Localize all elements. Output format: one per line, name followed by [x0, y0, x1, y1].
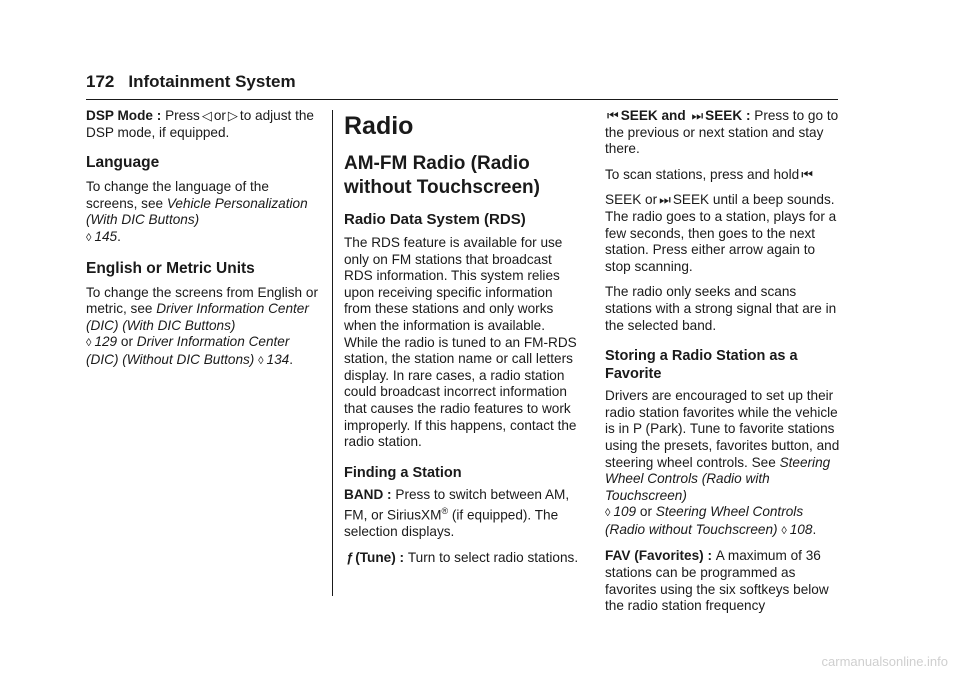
column-1 [86, 108, 320, 379]
page-ref-icon: ◊ [605, 507, 611, 520]
header-rule [86, 99, 838, 100]
rds-heading: Radio Data System (RDS) [344, 211, 526, 228]
watermark: carmanualsonline.info [821, 654, 948, 669]
ref-page[interactable]: 134 [266, 351, 290, 367]
seek-forward-icon: ⏭ [659, 192, 671, 208]
ref-steering-touch[interactable]: Steering Wheel Controls (Radio with Touchscreen) [605, 454, 831, 503]
tune-knob-icon: ƒ [346, 550, 354, 566]
dsp-mode-paragraph: DSP Mode : Press ◁ or ▷ to adjust the DSP mode, if equipped. [86, 108, 314, 140]
page-ref-icon: ◊ [781, 524, 787, 537]
dsp-mode-term: DSP Mode [86, 108, 153, 123]
ref-steering-notouch[interactable]: Steering Wheel Controls (Radio without Touchscreen) [605, 504, 804, 537]
page-ref-icon: ◊ [258, 354, 264, 367]
amfm-heading: AM-FM Radio (Radio without Touchscreen) [344, 153, 540, 198]
ref-dic-without-buttons[interactable]: Driver Information Center (DIC) (Without DIC Buttons) [86, 334, 290, 367]
tune-right-icon: ▷ [227, 108, 238, 123]
fav-term: FAV (Favorites) [605, 548, 704, 564]
language-paragraph: To change the language of the screens, see Vehicle Personalization (With DIC Buttons) ◊ 145. [86, 179, 308, 244]
seek-paragraph: ⏮ SEEK and ⏭ SEEK : Press to go to the previous or next station and stay there. [605, 108, 839, 157]
ref-vehicle-personalization[interactable]: Vehicle Personalization (With DIC Buttons) [86, 195, 308, 228]
tune-left-icon: ◁ [201, 108, 212, 123]
ref-page[interactable]: 108 [789, 521, 813, 537]
column-3 [605, 108, 841, 624]
band-paragraph: BAND : Press to switch between AM, FM, or SiriusXM® (if equipped). The selection displays. [344, 486, 570, 540]
column-divider [332, 110, 333, 596]
seek-back-icon: ⏮ [607, 108, 619, 123]
units-heading: English or Metric Units [86, 259, 255, 277]
page-number: 172 [86, 72, 115, 91]
section-title: Infotainment System [128, 72, 296, 91]
radio-heading: Radio [344, 112, 414, 140]
favorites-paragraph: Drivers are encouraged to set up their radio station favorites while the vehicle is in P (Park). Tune to favorite stations using the presets, favorites button, and steering wheel controls. See Steering Wheel Controls (Radio with Touchscreen) ◊ 109 or Steering Wheel Controls (Radio without Touchscreen) ◊ 108. [605, 388, 840, 537]
seek-forward-icon: ⏭ [691, 108, 704, 123]
page-header [86, 72, 296, 92]
units-paragraph: To change the screens from English or metric, see Driver Information Center (DIC) (With DIC Buttons) ◊ 129 or Driver Information Center (DIC) (Without DIC Buttons) ◊ 134. [86, 284, 318, 367]
ref-page[interactable]: 145 [94, 228, 118, 244]
band-term: BAND [344, 486, 384, 502]
storing-heading: Storing a Radio Station as a Favorite [605, 348, 798, 383]
strong-signal-paragraph: The radio only seeks and scans stations with a strong signal that are in the selected band. [605, 284, 837, 333]
scan-paragraph-1: To scan stations, press and hold ⏮ [605, 166, 813, 182]
page-ref-icon: ◊ [86, 231, 92, 244]
tune-term: (Tune) [355, 550, 396, 566]
fav-paragraph: FAV (Favorites) : A maximum of 36 stations can be programmed as favorites using the six softkeys below the radio station frequency [605, 548, 829, 614]
scan-paragraph-2: SEEK or ⏭ SEEK until a beep sounds. The radio goes to a station, plays for a few seconds, then goes to the next station. Press either arrow again to stop scanning. [605, 192, 837, 274]
language-heading: Language [86, 154, 160, 172]
finding-station-heading: Finding a Station [344, 464, 462, 481]
ref-dic-with-buttons[interactable]: Driver Information Center (DIC) (With DIC Buttons) [86, 301, 309, 333]
tune-paragraph: ƒ (Tune) : Turn to select radio stations. [346, 550, 579, 566]
ref-page[interactable]: 129 [94, 334, 118, 350]
rds-paragraph: The RDS feature is available for use only on FM stations that broadcast RDS information. This system relies upon receiving specific information from these stations and only works when the information is available. While the radio is tuned to an FM-RDS station, the station name or call letters display. In rare cases, a radio station could broadcast incorrect information that causes the radio features to work improperly. If this happens, contact the radio station. [344, 235, 577, 450]
seek-back-icon: ⏮ [801, 166, 813, 182]
column-2 [344, 108, 580, 576]
ref-page[interactable]: 109 [613, 504, 637, 520]
page-ref-icon: ◊ [86, 337, 92, 350]
